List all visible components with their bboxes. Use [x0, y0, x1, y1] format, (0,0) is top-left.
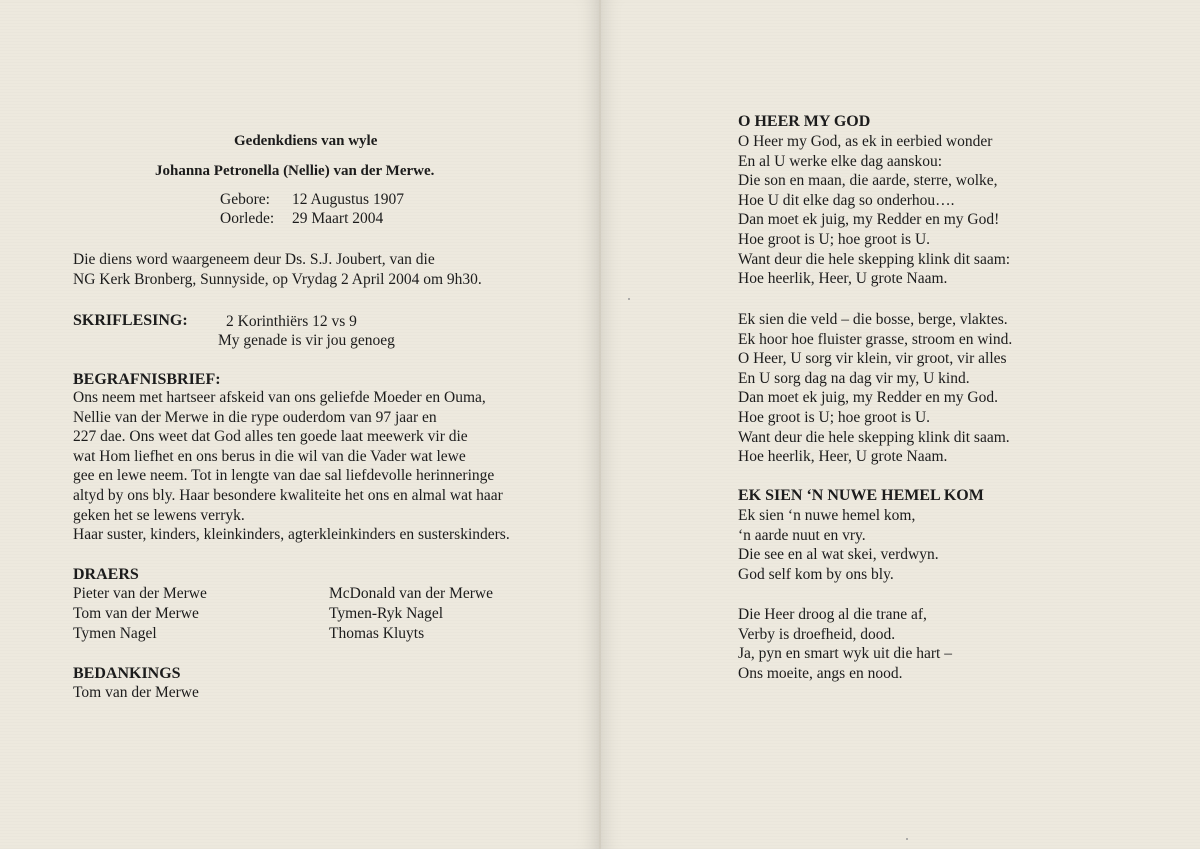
verse-line: Verby is droefheid, dood.: [738, 625, 896, 643]
verse-line: Dan moet ek juig, my Redder en my God.: [738, 389, 999, 407]
bearers-column-1: [73, 584, 207, 644]
verse-line: Want deur die hele skepping klink dit saam:: [738, 250, 1011, 268]
reading-reference: 2 Korinthiërs 12 vs 9: [226, 313, 357, 330]
reading-heading: SKRIFLESING:: [73, 312, 188, 329]
thanks-heading: BEDANKINGS: [73, 665, 181, 682]
funeral-line: gee en lewe neem. Tot in lengte van dae sal liefdevolle herinneringe: [73, 467, 495, 485]
funeral-line: Nellie van der Merwe in die rype ouderdom van 97 jaar en: [73, 408, 437, 426]
verse-line: Dan moet ek juig, my Redder en my God!: [738, 211, 1000, 229]
verse-line: Ek sien ‘n nuwe hemel kom,: [738, 507, 916, 524]
verse-line: O Heer my God, as ek in eerbied wonder: [738, 133, 993, 150]
born-date: 12 Augustus 1907: [292, 191, 404, 208]
left-page: [0, 0, 599, 849]
hymn-2-title: EK SIEN ‘N NUWE HEMEL KOM: [738, 487, 984, 504]
hymn-1-title: O HEER MY GOD: [738, 113, 871, 130]
bearer-name: Tymen-Ryk Nagel: [329, 605, 444, 622]
verse-line: Die see en al wat skei, verdwyn.: [738, 546, 939, 564]
verse-line: Die son en maan, die aarde, sterre, wolke,: [738, 172, 998, 190]
born-label: Gebore:: [220, 191, 270, 208]
funeral-line: wat Hom liefhet en ons berus in die wil van die Vader wat lewe: [73, 447, 466, 465]
service-line: Die diens word waargeneem deur Ds. S.J. Joubert, van die: [73, 251, 435, 268]
verse-line: En al U werke elke dag aanskou:: [738, 152, 943, 170]
verse-line: Hoe groot is U; hoe groot is U.: [738, 408, 931, 426]
hymn-2-verse-2: [738, 605, 952, 683]
verse-line: Hoe heerlik, Heer, U grote Naam.: [738, 448, 948, 466]
bearer-name: Pieter van der Merwe: [73, 585, 207, 602]
funeral-line: Haar suster, kinders, kleinkinders, agterkleinkinders en susterskinders.: [73, 526, 510, 544]
verse-line: Ek hoor hoe fluister grasse, stroom en wind.: [738, 330, 1013, 348]
hymn-1-verse-1: [738, 132, 1010, 289]
verse-line: Ons moeite, angs en nood.: [738, 664, 903, 682]
funeral-line: 227 dae. Ons weet dat God alles ten goede laat meewerk vir die: [73, 428, 468, 446]
hymn-1-verse-2: [738, 310, 1012, 467]
dates-block: [220, 190, 404, 228]
bearers-heading: DRAERS: [73, 566, 139, 583]
died-label: Oorlede:: [220, 210, 275, 227]
verse-line: Ja, pyn en smart wyk uit die hart –: [738, 645, 952, 663]
funeral-letter-heading: BEGRAFNISBRIEF:: [73, 371, 221, 388]
verse-line: Hoe heerlik, Heer, U grote Naam.: [738, 270, 948, 288]
title-line-1: Gedenkdiens van wyle: [234, 133, 378, 149]
verse-line: En U sorg dag na dag vir my, U kind.: [738, 369, 970, 387]
verse-line: Want deur die hele skepping klink dit saam.: [738, 428, 1010, 446]
verse-line: Hoe U dit elke dag so onderhou….: [738, 191, 955, 209]
hymn-2-verse-1: [738, 506, 939, 584]
bearer-name: McDonald van der Merwe: [329, 585, 493, 602]
verse-line: Die Heer droog al die trane af,: [738, 606, 927, 623]
bearer-name: Thomas Kluyts: [329, 625, 425, 642]
paper-speck: [906, 838, 908, 840]
funeral-letter-text: [73, 388, 510, 545]
reading-text: My genade is vir jou genoeg: [218, 332, 395, 349]
verse-line: ‘n aarde nuut en vry.: [738, 526, 866, 544]
funeral-line: Ons neem met hartseer afskeid van ons geliefde Moeder en Ouma,: [73, 389, 486, 406]
died-date: 29 Maart 2004: [292, 210, 384, 227]
funeral-line: geken het se lewens verryk.: [73, 506, 245, 524]
verse-line: O Heer, U sorg vir klein, vir groot, vir alles: [738, 350, 1007, 368]
title-line-2: Johanna Petronella (Nellie) van der Merwe.: [155, 163, 435, 179]
verse-line: Ek sien die veld – die bosse, berge, vlaktes.: [738, 311, 1008, 328]
service-line: NG Kerk Bronberg, Sunnyside, op Vrydag 2 April 2004 om 9h30.: [73, 270, 482, 288]
bearer-name: Tom van der Merwe: [73, 605, 199, 622]
verse-line: God self kom by ons bly.: [738, 565, 894, 583]
right-page: [601, 0, 1200, 849]
funeral-line: altyd by ons bly. Haar besondere kwaliteite het ons en almal wat haar: [73, 486, 503, 504]
paper-speck: [628, 298, 630, 300]
thanks-name: Tom van der Merwe: [73, 684, 199, 701]
verse-line: Hoe groot is U; hoe groot is U.: [738, 230, 931, 248]
bearers-column-2: [329, 584, 493, 644]
bearer-name: Tymen Nagel: [73, 625, 157, 642]
service-details: [73, 250, 482, 289]
